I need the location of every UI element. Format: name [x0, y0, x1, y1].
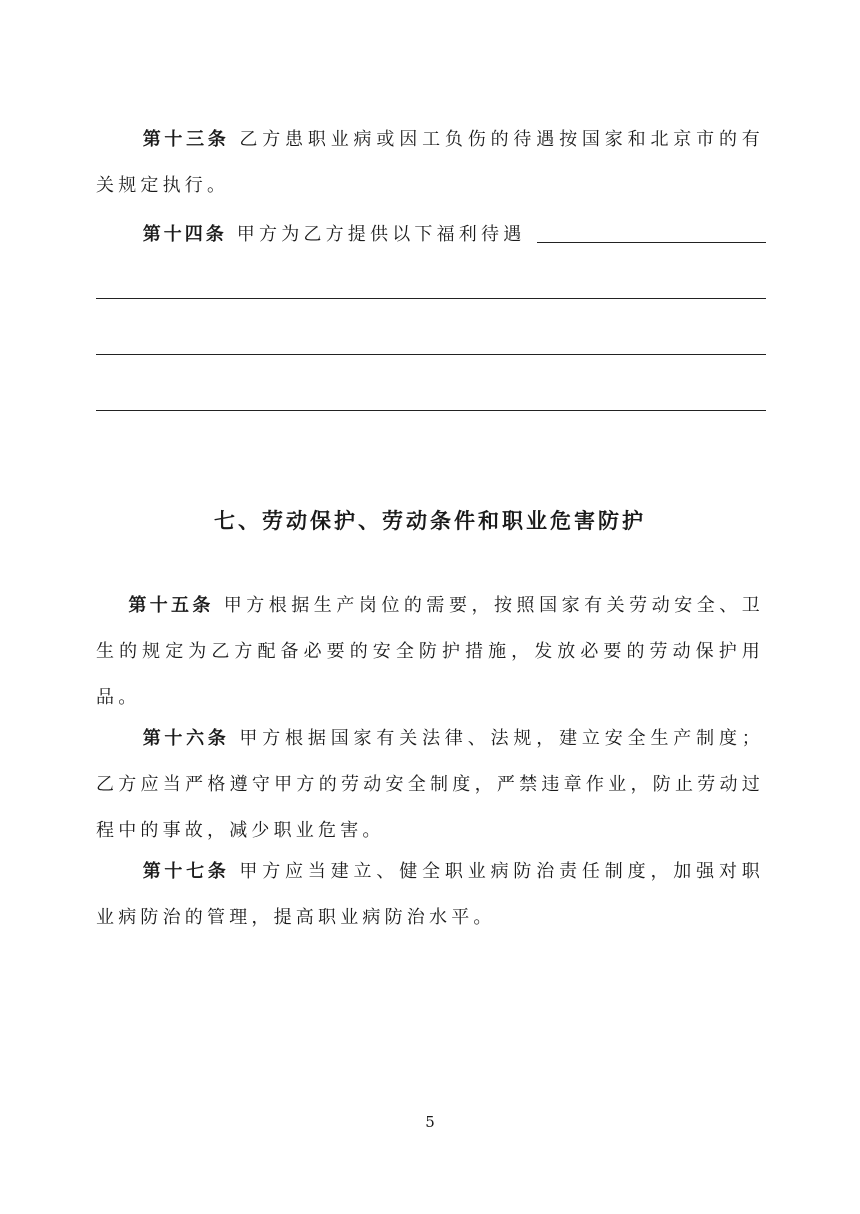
article-16-label: 第十六条 — [142, 728, 230, 749]
blank-line-1[interactable] — [96, 298, 766, 299]
article-15 — [96, 583, 764, 721]
article-15-text: 甲方根据生产岗位的需要，按照国家有关劳动安全、卫生的规定为乙方配备必要的安全防护措施，发放必要的劳动保护用品。 — [96, 595, 764, 708]
article-17 — [96, 849, 764, 941]
article-16-text: 甲方根据国家有关法律、法规，建立安全生产制度；乙方应当严格遵守甲方的劳动安全制度，严禁违章作业，防止劳动过程中的事故，减少职业危害。 — [96, 728, 764, 841]
article-16 — [96, 716, 764, 854]
blank-line-3[interactable] — [96, 410, 766, 411]
article-14-blank-line[interactable] — [537, 242, 766, 243]
page-number: 5 — [425, 1113, 435, 1131]
article-17-text: 甲方应当建立、健全职业病防治责任制度，加强对职业病防治的管理，提高职业病防治水平。 — [96, 861, 764, 928]
article-14-text: 甲方为乙方提供以下福利待遇 — [236, 224, 526, 245]
section-heading: 七、劳动保护、劳动条件和职业危害防护 — [214, 509, 646, 533]
article-13 — [96, 117, 764, 209]
article-17-label: 第十七条 — [142, 861, 230, 882]
article-13-label: 第十三条 — [142, 129, 230, 150]
blank-line-2[interactable] — [96, 354, 766, 355]
article-13-text: 乙方患职业病或因工负伤的待遇按国家和北京市的有关规定执行。 — [96, 129, 764, 196]
article-14 — [96, 212, 536, 258]
article-14-label: 第十四条 — [142, 224, 227, 245]
article-15-label: 第十五条 — [128, 595, 214, 616]
